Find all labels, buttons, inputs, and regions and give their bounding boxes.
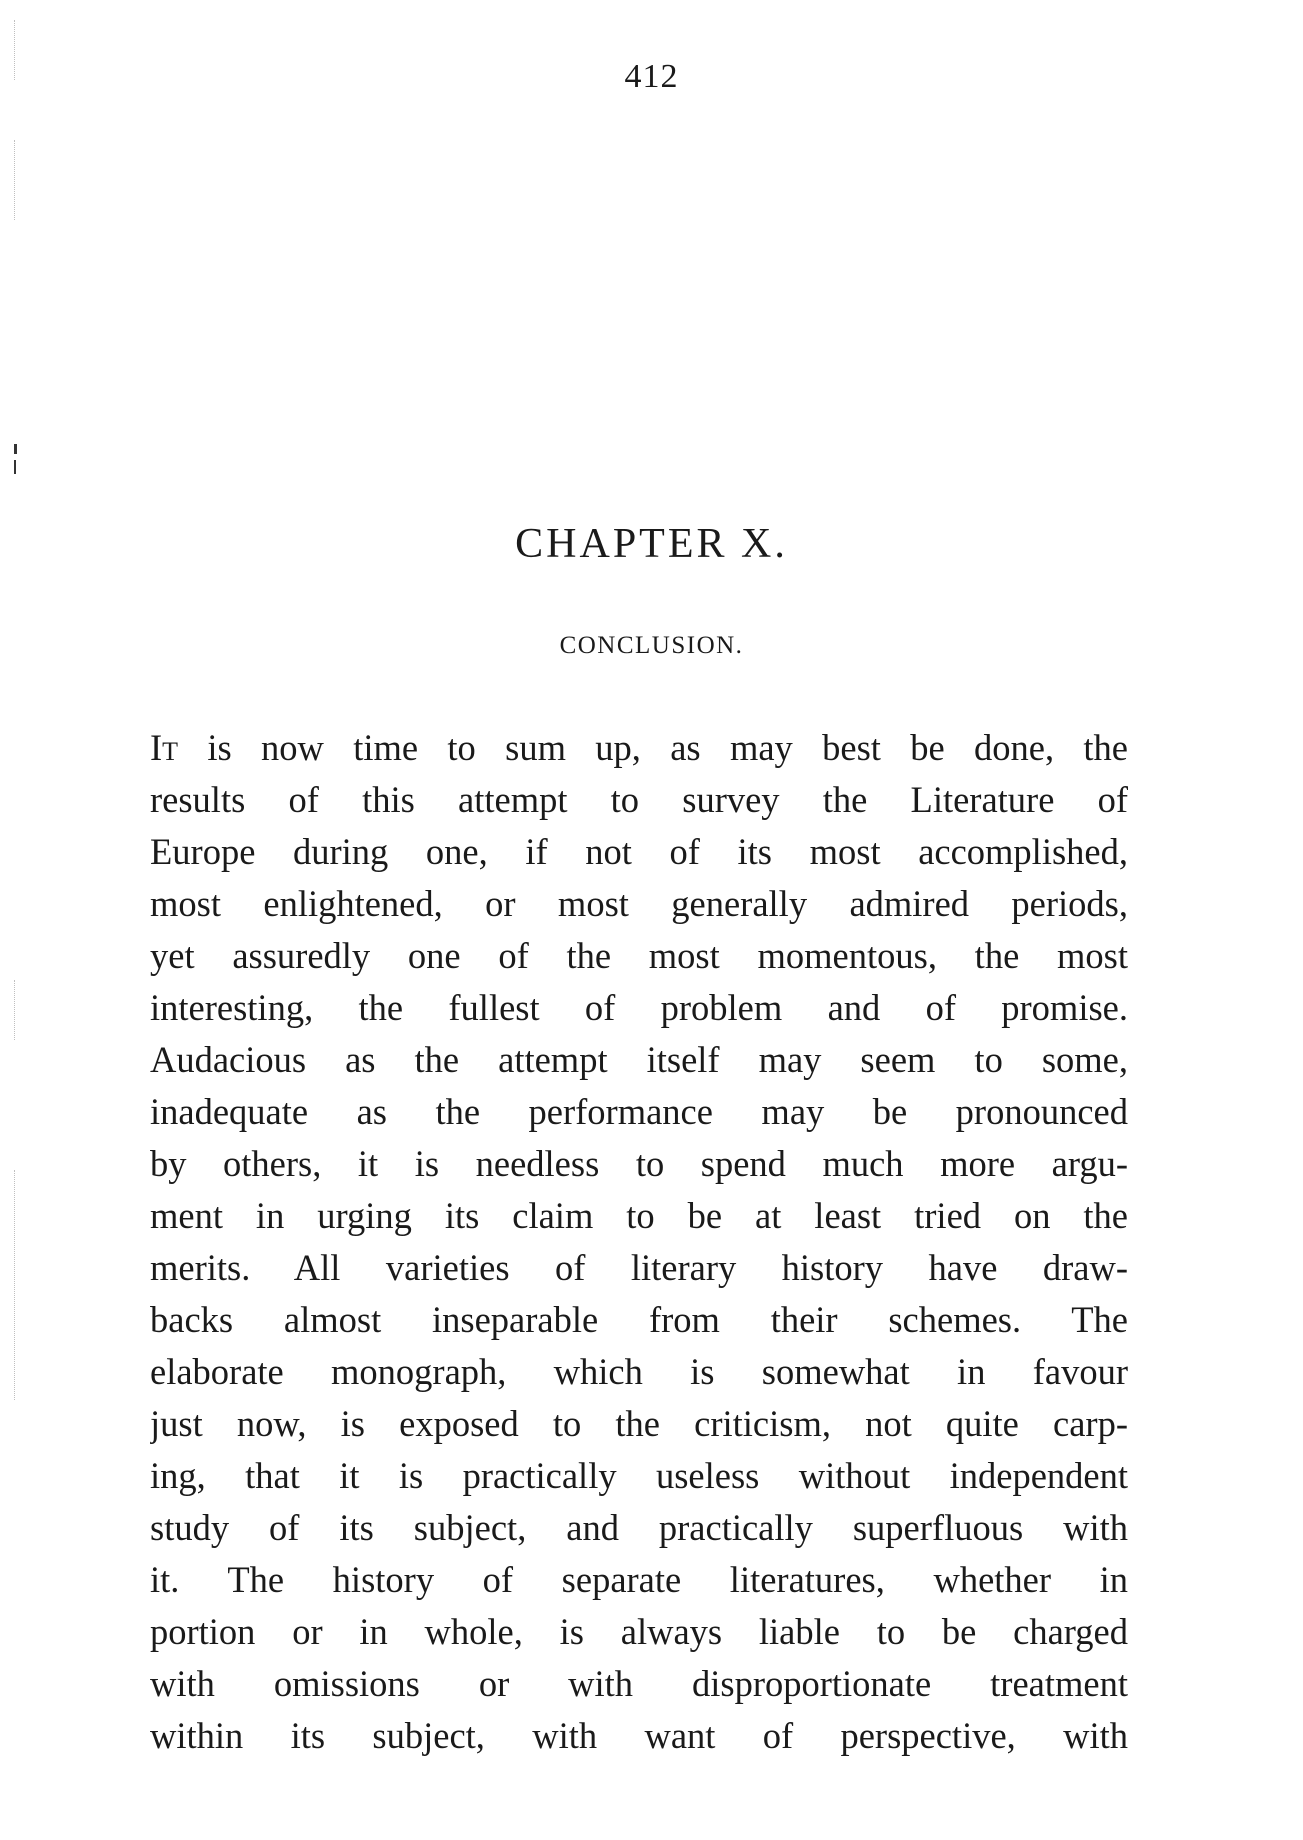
paragraph-line: [150, 722, 1128, 774]
paragraph-line: Audacious as the attempt itself may seem to some,: [150, 1039, 1128, 1080]
paragraph-line: ing, that it is practically useless without independent: [150, 1455, 1128, 1496]
paragraph-line: yet assuredly one of the most momentous, the most: [150, 935, 1128, 976]
scan-edge-mark: [14, 444, 17, 454]
paragraph-line: just now, is exposed to the criticism, not quite carp-: [150, 1403, 1128, 1444]
paragraph-line: backs almost inseparable from their schemes. The: [150, 1299, 1128, 1340]
paragraph-line: interesting, the fullest of problem and of promise.: [150, 987, 1128, 1028]
section-title: CONCLUSION.: [559, 632, 744, 659]
page-number: 412: [624, 58, 679, 95]
scan-edge-mark-small: [14, 460, 16, 474]
paragraph-line: inadequate as the performance may be pronounced: [150, 1091, 1128, 1132]
paragraph-line: ment in urging its claim to be at least tried on the: [150, 1195, 1128, 1236]
paragraph-line: most enlightened, or most generally admired periods,: [150, 883, 1128, 924]
paragraph-line: Europe during one, if not of its most accomplished,: [150, 831, 1128, 872]
paragraph-line: it. The history of separate literatures, whether in: [150, 1559, 1128, 1600]
scan-edge-dots-upper: [14, 140, 15, 220]
scan-edge-dots-middle: [14, 980, 15, 1040]
body-paragraph: [150, 722, 1128, 1762]
chapter-title: CHAPTER X.: [515, 521, 788, 567]
paragraph-lead-word: It: [150, 727, 179, 768]
paragraph-line: elaborate monograph, which is somewhat in favour: [150, 1351, 1128, 1392]
paragraph-line: by others, it is needless to spend much more argu-: [150, 1143, 1128, 1184]
paragraph-line: with omissions or with disproportionate treatment: [150, 1663, 1128, 1704]
scan-edge-dots-lower: [14, 1170, 15, 1400]
paragraph-line: study of its subject, and practically superfluous with: [150, 1507, 1128, 1548]
paragraph-first-line: is now time to sum up, as may best be done, the: [178, 727, 1128, 768]
paragraph-line: results of this attempt to survey the Literature of: [150, 779, 1128, 820]
paragraph-line: portion or in whole, is always liable to be charged: [150, 1611, 1128, 1652]
paragraph-line: merits. All varieties of literary history have draw-: [150, 1247, 1128, 1288]
paragraph-line: within its subject, with want of perspective, with: [150, 1715, 1128, 1756]
